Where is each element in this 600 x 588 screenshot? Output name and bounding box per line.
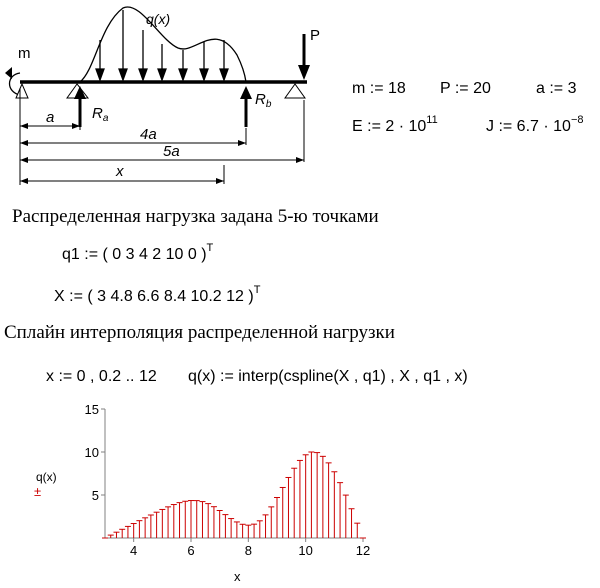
load-arrowhead	[119, 69, 127, 80]
heading-distributed-load: Распределенная нагрузка задана 5-ю точками	[12, 206, 379, 227]
x-tick-label: 10	[298, 543, 313, 558]
range-definition: x := 0 , 0.2 .. 12	[46, 368, 157, 385]
heading-spline: Сплайн интерполяция распределенной нагрузки	[4, 322, 395, 343]
dim-x-label: x	[116, 163, 124, 180]
reaction-b-label: $R_b$	[255, 91, 272, 110]
support-b	[285, 84, 305, 98]
x-tick-label: 6	[187, 543, 195, 558]
load-arrowhead	[200, 69, 208, 80]
load-arrowhead	[179, 69, 187, 80]
param-E: E := $2 \cdot 10^{11}$	[352, 113, 438, 135]
load-arrowhead	[139, 69, 147, 80]
y-tick-label: 10	[84, 445, 99, 460]
force-label: P	[310, 27, 321, 44]
X-definition: X := ( 3 4.8 6.6 8.4 10.2 12 )$^T$	[54, 283, 261, 305]
param-P: P := 20	[440, 80, 491, 97]
y-tick-label: 15	[84, 402, 99, 417]
load-label: q(x)	[146, 11, 171, 27]
dimension-arrowheads	[20, 123, 304, 184]
force-p-arrowhead	[298, 65, 310, 80]
moment-label: m	[18, 45, 31, 62]
y-tick-label: 5	[91, 488, 99, 503]
legend-marker: ±	[34, 484, 42, 499]
beam-diagram	[0, 0, 340, 195]
load-arrowhead	[158, 69, 166, 80]
chart	[0, 395, 400, 588]
dim-4a-label: 4a	[140, 126, 157, 143]
x-tick-label: 8	[244, 543, 252, 558]
reaction-b-arrowhead	[240, 86, 252, 99]
dim-5a-label: 5a	[163, 143, 180, 160]
param-J: J := $6.7 \cdot 10^{-8}$	[486, 113, 584, 135]
x-tick-label: 4	[130, 543, 138, 558]
x-tick-label: 12	[355, 543, 371, 558]
dim-a-label: a	[46, 109, 55, 126]
y-axis-label: q(x)	[36, 470, 57, 484]
param-m: m := 18	[352, 80, 406, 97]
reaction-a-label: $R_a$	[92, 105, 109, 124]
load-arrowhead	[220, 69, 228, 80]
load-arrowhead	[96, 69, 104, 80]
function-definition: q(x) := interp(cspline(X , q1) , X , q1 , x)	[188, 368, 468, 385]
left-end-mark	[16, 84, 28, 98]
x-axis-label: x	[234, 569, 241, 584]
param-a: a := 3	[536, 80, 577, 97]
q1-definition: q1 := ( 0 3 4 2 10 0 )$^T$	[62, 241, 214, 263]
moment-arrowhead	[5, 67, 12, 79]
